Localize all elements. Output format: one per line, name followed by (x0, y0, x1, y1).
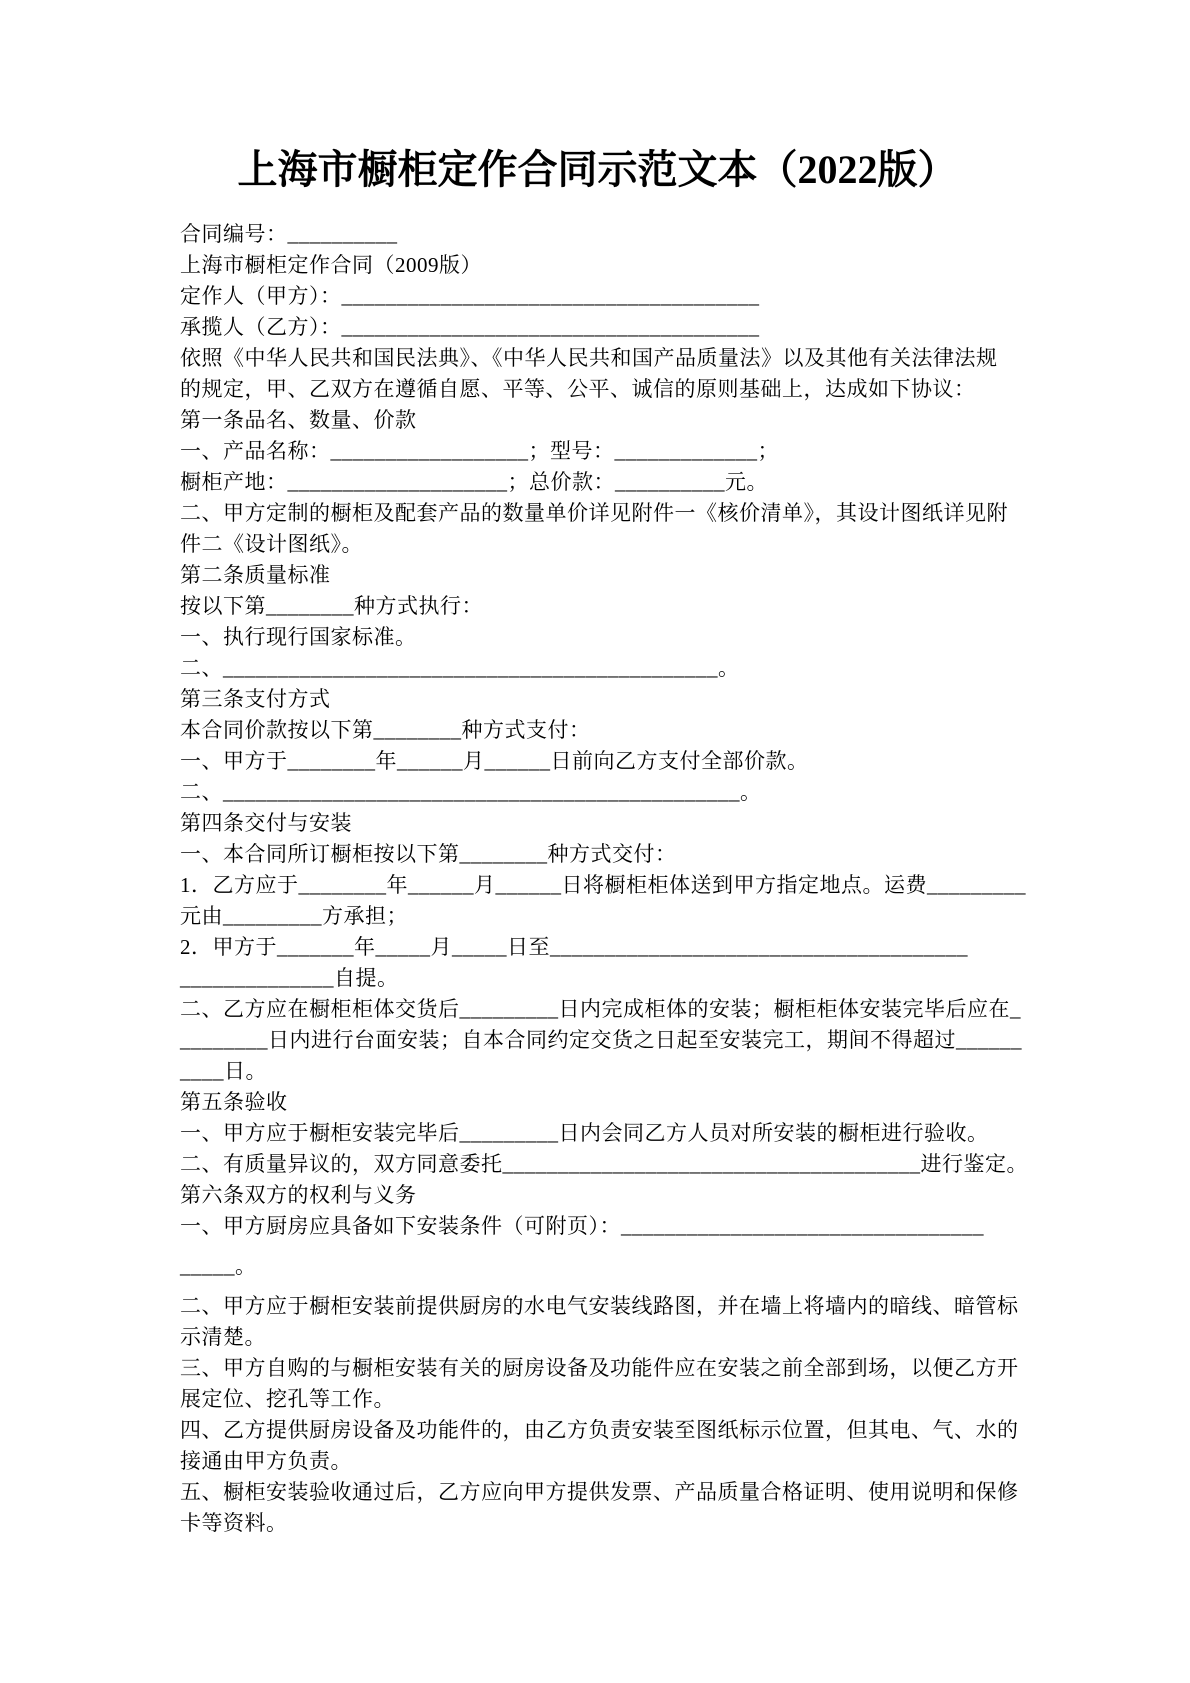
contract-line: 第四条交付与安装 (180, 811, 352, 835)
contract-line: 2．甲方于_______年_____月_____日至______________________________________ (180, 935, 968, 959)
document-title: 上海市橱柜定作合同示范文本（2022版） (237, 147, 958, 192)
contract-line: 一、甲方厨房应具备如下安装条件（可附页）：_________________________________ (180, 1214, 984, 1238)
contract-line: 第一条品名、数量、价款 (180, 408, 417, 432)
contract-line: 承揽人（乙方）：______________________________________ (180, 315, 760, 339)
contract-line: 展定位、挖孔等工作。 (180, 1387, 395, 1411)
contract-line: 二、甲方应于橱柜安装前提供厨房的水电气安装线路图，并在墙上将墙内的暗线、暗管标 (180, 1294, 1019, 1318)
contract-line: 二、有质量异议的，双方同意委托______________________________________进行鉴定。 (180, 1152, 1028, 1176)
contract-line: 一、产品名称：__________________；型号：_____________； (180, 439, 779, 463)
contract-line: 卡等资料。 (180, 1511, 288, 1535)
contract-line: 本合同价款按以下第________种方式支付： (180, 718, 591, 742)
contract-line: 一、甲方应于橱柜安装完毕后_________日内会同乙方人员对所安装的橱柜进行验收。 (180, 1121, 989, 1145)
contract-line: ____日。 (180, 1059, 267, 1083)
contract-line: 三、甲方自购的与橱柜安装有关的厨房设备及功能件应在安装之前全部到场，以便乙方开 (180, 1356, 1019, 1380)
contract-line: 第二条质量标准 (180, 563, 331, 587)
contract-line: 依照《中华人民共和国民法典》、《中华人民共和国产品质量法》以及其他有关法律法规 (180, 346, 998, 370)
contract-line: 接通由甲方负责。 (180, 1449, 352, 1473)
contract-line: 定作人（甲方）：______________________________________ (180, 284, 760, 308)
contract-line: 四、乙方提供厨房设备及功能件的，由乙方负责安装至图纸标示位置，但其电、气、水的 (180, 1418, 1019, 1442)
contract-line: 橱柜产地：____________________；总价款：__________元。 (180, 470, 768, 494)
contract-line: 按以下第________种方式执行： (180, 594, 483, 618)
contract-line: 的规定，甲、乙双方在遵循自愿、平等、公平、诚信的原则基础上，达成如下协议： (180, 377, 976, 401)
contract-line: 一、执行现行国家标准。 (180, 625, 417, 649)
contract-line: 二、甲方定制的橱柜及配套产品的数量单价详见附件一《核价清单》，其设计图纸详见附 (180, 501, 1008, 525)
contract-line: ________日内进行台面安装；自本合同约定交货之日起至安装完工，期间不得超过______ (180, 1028, 1022, 1052)
contract-line: 件二《设计图纸》。 (180, 532, 363, 556)
contract-line: 一、甲方于________年______月______日前向乙方支付全部价款。 (180, 749, 809, 773)
contract-line: 一、本合同所订橱柜按以下第________种方式交付： (180, 842, 677, 866)
contract-line: 1．乙方应于________年______月______日将橱柜柜体送到甲方指定地点。运费_________ (180, 873, 1026, 897)
contract-line: 五、橱柜安装验收通过后，乙方应向甲方提供发票、产品质量合格证明、使用说明和保修 (180, 1480, 1019, 1504)
contract-line: 第六条双方的权利与义务 (180, 1183, 417, 1207)
contract-line: _____。 (180, 1254, 257, 1278)
contract-line: 第三条支付方式 (180, 687, 331, 711)
contract-document (180, 145, 1028, 1539)
contract-line: 合同编号：__________ (180, 222, 398, 246)
contract-line: 示清楚。 (180, 1325, 266, 1349)
contract-line: 二、_______________________________________________。 (180, 780, 762, 804)
contract-line: 上海市橱柜定作合同（2009版） (180, 253, 482, 277)
contract-line: 二、乙方应在橱柜柜体交货后_________日内完成柜体的安装；橱柜柜体安装完毕后应在_ (180, 997, 1021, 1021)
contract-line: 元由_________方承担； (180, 904, 408, 928)
contract-line: 二、_____________________________________________。 (180, 656, 740, 680)
contract-line: ______________自提。 (180, 966, 399, 990)
contract-body (180, 219, 1028, 1539)
contract-line: 第五条验收 (180, 1090, 288, 1114)
